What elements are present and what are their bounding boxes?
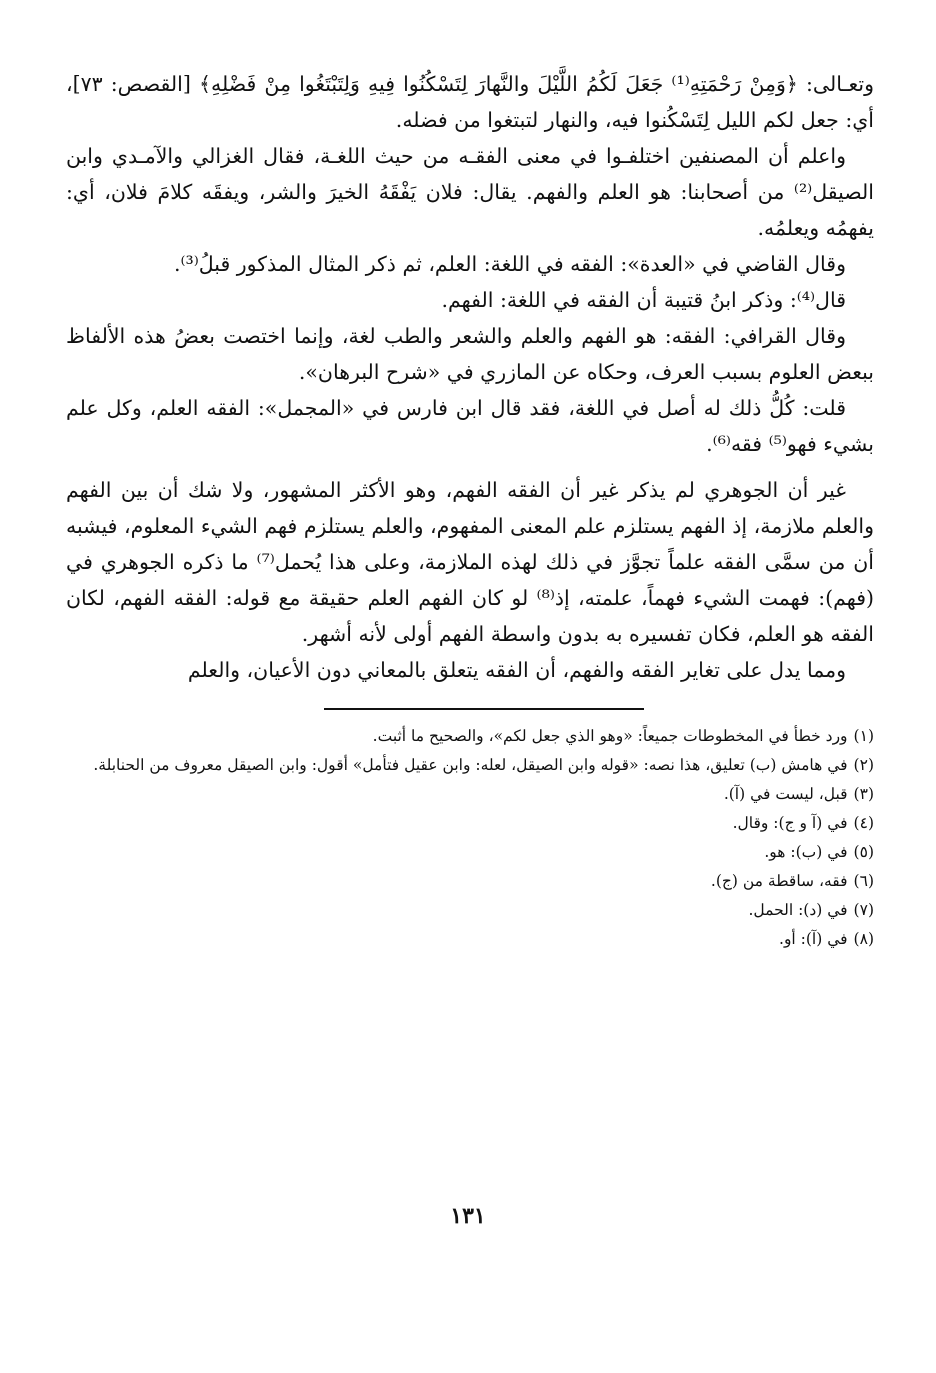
main-text: [66, 66, 874, 688]
footnote-item: [66, 925, 874, 954]
paragraph-qadi-opinion: وقال القاضي في «العدة»: الفقه في اللغة: العلم، ثم ذكر المثال المذكور قبلُ⁽³⁾.: [173, 252, 846, 276]
footnote-item: [66, 722, 874, 751]
footnote-item: [66, 780, 874, 809]
footnote-item: [66, 809, 874, 838]
footnote-item: [66, 867, 874, 896]
footnote-number: (١): [853, 727, 874, 745]
footnote-number: (٤): [853, 814, 874, 832]
paragraph-jawhari-discussion: غير أن الجوهري لم يذكر غير أن الفقه الفهم، وهو الأكثر المشهور، ولا شك أن بين الفهم والعلم ملازمة، إذ الفهم يستلزم علم المعنى المفهوم، والعلم يستلزم فهم الشيء المعلوم، فيشبه أن من سمَّى الفقه علماً تجوَّز في ذلك لهذه الملازمة، وعلى هذا يُحمل⁽⁷⁾ ما ذكره الجوهري في (فهم): فهمت الشيء فهماً، علمته، إذ⁽⁸⁾ لو كان الفهم العلم حقيقة مع قوله: الفقه الفهم، لكان الفقه هو العلم، فكان تفسيره به بدون واسطة الفهم أولى لأنه أشهر.: [66, 478, 874, 646]
footnote-text: فقه، ساقطة من (ج).: [710, 872, 848, 890]
paragraph-author-comment: قلت: كُلُّ ذلك له أصل في اللغة، فقد قال ابن فارس في «المجمل»: الفقه العلم، وكل علم بشيء فهو⁽⁵⁾ فقه⁽⁶⁾.: [66, 396, 874, 456]
footnote-text: في (ب): هو.: [764, 843, 848, 861]
footnote-separator-wrap: [66, 688, 874, 722]
footnote-number: (٨): [853, 930, 874, 948]
footnote-number: (٥): [853, 843, 874, 861]
footnote-text: قبل، ليست في (آ).: [723, 785, 848, 803]
footnote-text: في (د): الحمل.: [748, 901, 848, 919]
footnote-item: [66, 896, 874, 925]
footnote-number: (٧): [853, 901, 874, 919]
paragraph-ibn-qutaybah: قال⁽⁴⁾: وذكر ابنُ قتيبة أن الفقه في اللغة: الفهم.: [441, 288, 846, 312]
footnote-number: (٢): [853, 756, 874, 774]
footnote-item: [66, 751, 874, 780]
footnote-text: في هامش (ب) تعليق، هذا نصه: «قوله وابن الصيقل، لعله: وابن عقيل فتأمل» أقول: وابن الصيقل معروف من الحنابلة.: [93, 756, 848, 774]
footnotes: [66, 722, 874, 954]
paragraph-scholars-opinion: واعلم أن المصنفين اختلفـوا في معنى الفقـه من حيث اللغـة، فقال الغزالي والآمـدي وابن الصيقل⁽²⁾ من أصحابنا: هو العلم والفهم. يقال: فلان يَفْقَهُ الخيرَ والشر، ويفقَه كلامَ فلان، أي: يفهمُه ويعلمُه.: [66, 144, 874, 240]
footnote-item: [66, 838, 874, 867]
paragraph-continuation: ومما يدل على تغاير الفقه والفهم، أن الفقه يتعلق بالمعاني دون الأعيان، والعلم: [187, 658, 846, 682]
footnote-text: في (آ و ج): وقال.: [732, 814, 848, 832]
footnote-number: (٣): [853, 785, 874, 803]
footnote-text: ورد خطأ في المخطوطات جميعاً: «وهو الذي جعل لكم»، والصحيح ما أثبت.: [372, 727, 848, 745]
paragraph-quran-verse: وتعـالى: ﴿وَمِنْ رَحْمَتِهِ⁽¹⁾ جَعَلَ لَكُمُ اللَّيْلَ والنَّهارَ لِتَسْكُنُوا فِيهِ وَلِتَبْتَغُوا مِنْ فَضْلِهِ﴾ [القصص: ٧٣]، أي: جعل لكم الليل لِتَسْكُنوا فيه، والنهار لتبتغوا من فضله.: [66, 72, 874, 132]
footnote-text: في (آ): أو.: [779, 930, 848, 948]
footnote-separator: [324, 708, 644, 710]
paragraph-qarafi-opinion: وقال القرافي: الفقه: هو الفهم والعلم والشعر والطب لغة، وإنما اختصت بعضُ هذه الألفاظ ببعض العلوم بسبب العرف، وحكاه عن المازري في «شرح البرهان».: [66, 324, 874, 384]
footnote-number: (٦): [853, 872, 874, 890]
page-number: ١٣١: [450, 1203, 486, 1229]
